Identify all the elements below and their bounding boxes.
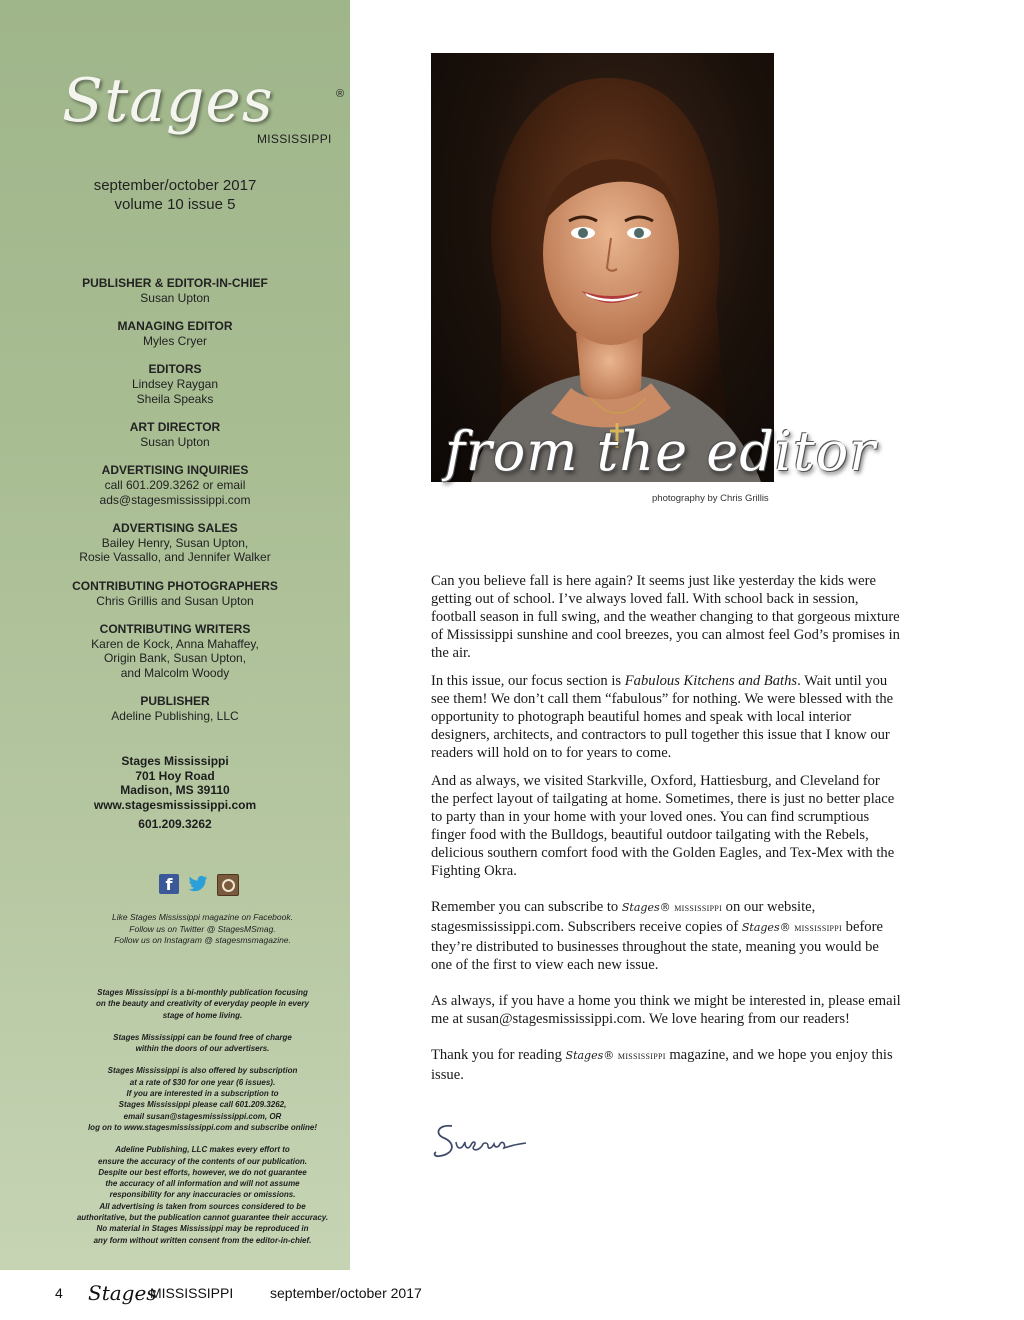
note-line: If you are interested in a subscription to [126, 1089, 279, 1099]
note-line: Stages Mississippi please call 601.209.3262, [118, 1100, 287, 1110]
letter-paragraph [431, 672, 901, 762]
stages-logo [62, 66, 352, 146]
staff-list [0, 276, 350, 738]
staff-names [0, 709, 350, 724]
masthead-sidebar [0, 0, 350, 1270]
note-line: responsibility for any inaccuracies or omissions. [109, 1190, 296, 1200]
text-run: . Wait until you see them! We don’t call them “fabulous” for nothing. We were blessed with the opportunity to photograph beautiful homes and speak with local interior designers, architects, and contractors to pull together this issue that I know our readers will hold on to for years to come. [431, 673, 894, 761]
staff-name: Myles Cryer [142, 333, 207, 348]
staff-role: CONTRIBUTING PHOTOGRAPHERS [72, 578, 278, 593]
issue-date: september/october 2017 [93, 177, 257, 194]
footer-date: september/october 2017 [270, 1285, 422, 1301]
publication-notes [0, 987, 405, 1257]
note-line: ensure the accuracy of the contents of our publication. [98, 1156, 307, 1166]
staff-name: Lindsey Raygan [131, 376, 219, 391]
contact-phone: 601.209.3262 [138, 817, 212, 831]
note-line: Stages Mississippi is a bi-monthly publication focusing [97, 988, 308, 997]
staff-role: PUBLISHER [140, 694, 210, 709]
staff-names [0, 435, 350, 450]
footer-logo-sub: MISSISSIPPI [150, 1285, 234, 1301]
instagram-icon[interactable] [217, 874, 239, 896]
staff-role: ART DIRECTOR [129, 420, 221, 435]
note-paragraph [0, 1032, 405, 1055]
contact-name: Stages Mississippi [121, 754, 229, 768]
staff-names [0, 637, 350, 681]
staff-name: Susan Upton [140, 434, 210, 449]
contact-website: www.stagesmississippi.com [93, 797, 257, 812]
staff-name: Susan Upton [140, 290, 210, 305]
follow-us-text [0, 912, 405, 947]
signature-drawing [430, 1118, 530, 1166]
staff-names [0, 291, 350, 306]
text-run: on our website, stagesmississippi.com. Subscribers receive copies of [431, 899, 816, 935]
staff-role: EDITORS [148, 362, 202, 377]
from-the-editor-title: from the editor [445, 420, 877, 483]
note-line: on the beauty and creativity of everyday people in every [96, 999, 309, 1009]
staff-name: Karen de Kock, Anna Mahaffey, [91, 636, 259, 651]
inline-brand: Stages® [565, 1049, 615, 1062]
follow-line: Like Stages Mississippi magazine on Facebook. [112, 912, 293, 922]
page-footer [0, 1283, 1024, 1305]
editor-signature [430, 1118, 530, 1171]
staff-names [0, 536, 350, 565]
letter-paragraph [431, 898, 901, 974]
note-line: authoritative, but the publication cannot guarantee their accuracy. [76, 1213, 329, 1223]
note-paragraph [0, 987, 405, 1021]
staff-name: Bailey Henry, Susan Upton, [101, 535, 249, 550]
staff-role: PUBLISHER & EDITOR-IN-CHIEF [82, 276, 268, 290]
follow-line: Follow us on Twitter @ StagesMSmag. [129, 923, 276, 934]
footer-logo: Stages [88, 1281, 157, 1305]
inline-brand-sub: MISSISSIPPI [617, 1052, 666, 1061]
letter-paragraph [431, 1046, 901, 1084]
facebook-icon[interactable]: f [159, 874, 179, 894]
note-line: No material in Stages Mississippi may be reproduced in [96, 1224, 309, 1234]
staff-role: CONTRIBUTING WRITERS [99, 622, 251, 637]
staff-role: ADVERTISING INQUIRIES [101, 463, 249, 478]
text-run: before they’re distributed to businesses throughout the state, meaning you would be one of the first to view each new issue. [431, 919, 883, 973]
contact-city: Madison, MS 39110 [120, 783, 230, 797]
social-icons [159, 874, 239, 898]
logo-registered-mark: ® [336, 88, 345, 100]
note-line: Despite our best efforts, however, we do not guarantee [98, 1167, 307, 1177]
note-paragraph [0, 1065, 405, 1133]
text-run: In this issue, our focus section is [431, 673, 625, 689]
editor-portrait-photo [431, 53, 774, 482]
note-line: Stages Mississippi can be found free of charge [113, 1032, 292, 1042]
note-line: All advertising is taken from sources considered to be [99, 1201, 306, 1211]
note-line: any form without written consent from the editor-in-chief. [93, 1235, 312, 1245]
letter-paragraph: Can you believe fall is here again? It seems just like yesterday the kids were getting out of school. I’ve always loved fall. With school back in session, football season in full swing, and the weather changing to that gorgeous mixture of Mississippi sunshine and cool breezes, you can almost feel God’s promises in the air. [431, 573, 900, 661]
text-run: magazine, and we hope you enjoy this issue. [431, 1047, 893, 1083]
note-line: stage of home living. [162, 1010, 243, 1020]
staff-name: Sheila Speaks [136, 391, 214, 406]
staff-name: call 601.209.3262 or email [104, 477, 246, 492]
letter-paragraph: As always, if you have a home you think we might be interested in, please email me at susan@stagesmississippi.com. We love hearing from our readers! [431, 993, 901, 1027]
contact-block [0, 754, 350, 832]
text-run: Remember you can subscribe to [431, 899, 622, 915]
staff-names [0, 334, 350, 349]
issue-info [0, 176, 350, 214]
page-number: 4 [55, 1285, 63, 1301]
follow-line: Follow us on Instagram @ stagesmsmagazine. [114, 935, 291, 945]
text-run: Thank you for reading [431, 1047, 566, 1063]
focus-section-title: Fabulous Kitchens and Baths [624, 673, 798, 689]
inline-brand: Stages® [621, 901, 671, 914]
letter-paragraph: And as always, we visited Starkville, Oxford, Hattiesburg, and Cleveland for the perfect layout of tailgating at home. Sometimes, there is just no better place to party than in your home with your loved ones. You can find scrumptious finger food with the Bulldogs, beautiful outdoor tailgating with the Rebels, delicious southern comfort food with the Golden Eagles, and Tex-Mex with the Fighting Okra. [431, 773, 895, 879]
portrait-illustration [431, 53, 774, 482]
staff-name: Rosie Vassallo, and Jennifer Walker [79, 550, 271, 565]
note-line: email susan@stagesmississippi.com, OR [123, 1111, 282, 1121]
staff-names [0, 594, 350, 609]
staff-names [0, 478, 350, 507]
staff-name: Origin Bank, Susan Upton, [103, 651, 247, 666]
note-line: the accuracy of all information and will not assume [105, 1179, 300, 1189]
inline-brand: Stages® [741, 921, 791, 934]
issue-volume: volume 10 issue 5 [114, 196, 236, 213]
inline-brand-sub: MISSISSIPPI [674, 904, 723, 913]
logo-word: Stages [62, 66, 274, 136]
note-line: within the doors of our advertisers. [135, 1044, 270, 1054]
twitter-icon[interactable] [188, 874, 208, 894]
editor-letter [431, 572, 901, 1094]
staff-role: ADVERTISING SALES [112, 521, 238, 536]
note-line: at a rate of $30 for one year (6 issues). [129, 1077, 276, 1087]
note-paragraph [0, 1144, 405, 1246]
staff-role: MANAGING EDITOR [117, 319, 233, 334]
staff-name: ads@stagesmississippi.com [99, 492, 251, 507]
staff-names [0, 377, 350, 406]
contact-street: 701 Hoy Road [135, 768, 215, 783]
photo-credit: photography by Chris Grillis [652, 493, 769, 504]
note-line: Adeline Publishing, LLC makes every effort to [115, 1145, 290, 1155]
logo-subtitle: MISSISSIPPI [257, 132, 332, 146]
staff-name: and Malcolm Woody [120, 665, 230, 680]
staff-name: Chris Grillis and Susan Upton [96, 593, 254, 608]
note-line: log on to www.stagesmississippi.com and subscribe online! [87, 1122, 318, 1132]
inline-brand-sub: MISSISSIPPI [794, 924, 843, 933]
staff-name: Adeline Publishing, LLC [111, 709, 239, 724]
note-line: Stages Mississippi is also offered by subscription [107, 1066, 298, 1076]
